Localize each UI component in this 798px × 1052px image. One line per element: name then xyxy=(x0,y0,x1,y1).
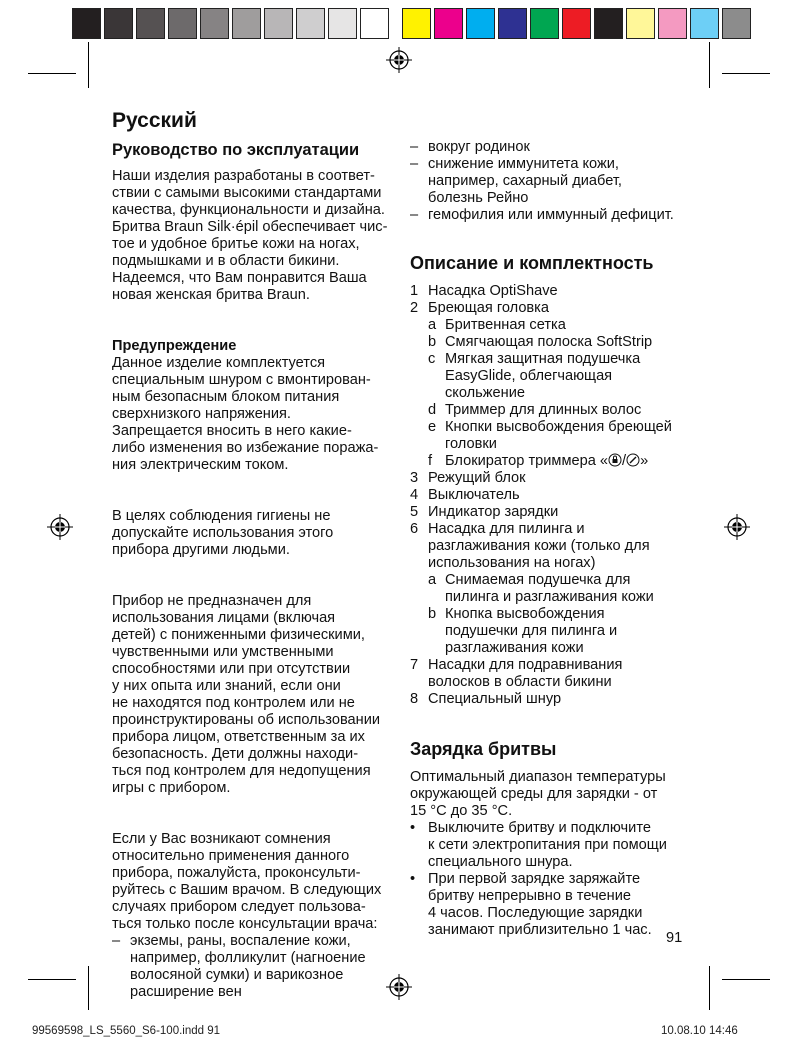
description-subitem xyxy=(410,334,700,351)
text-line: относительно применения данного xyxy=(112,848,350,864)
text-line: использования на ногах) xyxy=(428,555,596,571)
left-column xyxy=(112,140,392,1001)
color-swatch xyxy=(264,8,293,39)
text-line: При первой зарядке заряжайте xyxy=(428,871,641,887)
text-line: способностями или при отсутствии xyxy=(112,661,351,677)
color-swatch xyxy=(136,8,165,39)
text-line: ться только после консультации врача: xyxy=(112,916,378,932)
text-line: Насадка OptiShave xyxy=(428,283,558,299)
crop-mark xyxy=(709,966,710,1010)
color-swatch xyxy=(402,8,431,39)
item-letter: d xyxy=(428,402,437,418)
color-swatch xyxy=(200,8,229,39)
text-line: волосков в области бикини xyxy=(428,674,612,690)
color-swatch xyxy=(296,8,325,39)
text-line: 15 °C до 35 °C. xyxy=(410,803,513,819)
text-line: окружающей среды для зарядки - от xyxy=(410,786,658,802)
text-line xyxy=(445,453,700,470)
text-line: качества, функциональности и дизайна. xyxy=(112,202,385,218)
dash-item xyxy=(410,139,700,156)
crop-mark xyxy=(722,73,770,74)
bullet-item xyxy=(410,871,700,939)
trimmer-lock-icon xyxy=(608,453,622,467)
description-subitem xyxy=(410,453,700,470)
text-line: Прибор не предназначен для xyxy=(112,593,312,609)
text-line: специального шнура. xyxy=(428,854,573,870)
color-swatch xyxy=(594,8,623,39)
description-subitem xyxy=(410,402,700,419)
text-line: Триммер для длинных волос xyxy=(445,402,642,418)
text-line: например, сахарный диабет, xyxy=(428,173,622,189)
text-fragment: » xyxy=(640,453,649,469)
color-swatch xyxy=(562,8,591,39)
text-line: прибора, пожалуйста, проконсульти- xyxy=(112,865,361,881)
item-number: 4 xyxy=(410,487,419,503)
item-letter: c xyxy=(428,351,436,367)
text-line: подмышками и в области бикини. xyxy=(112,253,340,269)
text-line: В целях соблюдения гигиены не xyxy=(112,508,331,524)
text-line: Насадка для пилинга и xyxy=(428,521,585,537)
text-line: детей) с пониженными физическими, xyxy=(112,627,365,643)
crop-mark xyxy=(88,966,89,1010)
text-line: Надеемся, что Вам понравится Ваша xyxy=(112,270,367,286)
text-line: Насадки для подравнивания xyxy=(428,657,623,673)
text-line: Бреющая головка xyxy=(428,300,550,316)
dash-item xyxy=(410,207,700,224)
item-number: 3 xyxy=(410,470,419,486)
text-line: Оптимальный диапазон температуры xyxy=(410,769,666,785)
list-marker: – xyxy=(410,156,419,172)
text-line: прибора лицом, ответственным за их xyxy=(112,729,365,745)
page-number: 91 xyxy=(666,930,683,946)
registration-mark-icon xyxy=(386,47,412,73)
list-marker: – xyxy=(112,933,121,949)
item-letter: f xyxy=(428,453,433,469)
persons-paragraph xyxy=(112,593,392,797)
color-swatch xyxy=(530,8,559,39)
item-letter: a xyxy=(428,572,437,588)
item-number: 6 xyxy=(410,521,419,537)
warning-paragraph xyxy=(112,355,392,474)
color-swatch xyxy=(658,8,687,39)
text-line: игры с прибором. xyxy=(112,780,231,796)
text-line: прибора другими людьми. xyxy=(112,542,290,558)
text-line: Снимаемая подушечка для xyxy=(445,572,631,588)
description-subitem xyxy=(410,572,700,606)
color-swatch xyxy=(72,8,101,39)
text-line: экземы, раны, воспаление кожи, xyxy=(130,933,351,949)
description-subitem xyxy=(410,351,700,402)
color-swatch xyxy=(690,8,719,39)
text-line: разглаживания кожи (только для xyxy=(428,538,650,554)
description-item xyxy=(410,691,700,708)
text-line: подушечки для пилинга и xyxy=(445,623,618,639)
text-fragment: Блокиратор триммера « xyxy=(445,453,609,469)
description-item xyxy=(410,300,700,317)
text-line: не находятся под контролем или не xyxy=(112,695,355,711)
text-line: сверхнизкого напряжения. xyxy=(112,406,291,422)
text-line: Бритва Braun Silk·épil обеспечивает чис- xyxy=(112,219,388,235)
description-item xyxy=(410,657,700,691)
text-line: бритву непрерывно в течение xyxy=(428,888,632,904)
footer-file: 99569598_LS_5560_S6-100.indd 91 xyxy=(32,1025,221,1037)
crop-mark xyxy=(28,979,76,980)
text-line: Запрещается вносить в него какие- xyxy=(112,423,352,439)
item-number: 8 xyxy=(410,691,419,707)
text-line: скольжение xyxy=(445,385,525,401)
description-subitem xyxy=(410,606,700,657)
item-number: 2 xyxy=(410,300,419,316)
charging-intro xyxy=(410,769,700,820)
text-line: Бритвенная сетка xyxy=(445,317,566,333)
text-line: ться под контролем для недопущения xyxy=(112,763,371,779)
text-line: к сети электропитания при помощи xyxy=(428,837,667,853)
text-line: разглаживания кожи xyxy=(445,640,584,656)
hygiene-paragraph xyxy=(112,508,392,559)
text-line: у них опыта или знаний, если они xyxy=(112,678,341,694)
text-line: руйтесь с Вашим врачом. В следующих xyxy=(112,882,382,898)
language-title: Русский xyxy=(112,109,197,132)
text-line: Специальный шнур xyxy=(428,691,562,707)
description-list xyxy=(410,283,700,708)
charging-steps xyxy=(410,820,700,939)
color-swatch xyxy=(104,8,133,39)
crop-mark xyxy=(722,979,770,980)
text-line: либо изменения во избежание поража- xyxy=(112,440,379,456)
text-line: Если у Вас возникают сомнения xyxy=(112,831,331,847)
bullet-item xyxy=(410,820,700,871)
text-line: например, фолликулит (нагноение xyxy=(130,950,366,966)
description-item xyxy=(410,283,700,300)
text-line: Наши изделия разработаны в соответ- xyxy=(112,168,375,184)
text-line: 4 часов. Последующие зарядки xyxy=(428,905,643,921)
text-line: специальным шнуром с вмонтирован- xyxy=(112,372,371,388)
dash-item xyxy=(112,933,392,1001)
description-item xyxy=(410,521,700,572)
crop-mark xyxy=(28,73,76,74)
text-line: тое и удобное бритье кожи на ногах, xyxy=(112,236,360,252)
crop-mark xyxy=(709,42,710,88)
text-line: ным безопасным блоком питания xyxy=(112,389,340,405)
color-swatch xyxy=(434,8,463,39)
list-marker: • xyxy=(410,871,416,887)
description-subitem xyxy=(410,419,700,453)
text-line: EasyGlide, облегчающая xyxy=(445,368,613,384)
registration-mark-icon xyxy=(47,514,73,540)
text-line: снижение иммунитета кожи, xyxy=(428,156,619,172)
contraindication-list-cont xyxy=(410,139,700,224)
text-line: Индикатор зарядки xyxy=(428,504,559,520)
color-swatch xyxy=(466,8,495,39)
text-line: вокруг родинок xyxy=(428,139,530,155)
instructions-heading: Руководство по эксплуатации xyxy=(112,141,360,159)
item-number: 1 xyxy=(410,283,419,299)
right-column xyxy=(410,139,700,939)
text-line: безопасность. Дети должны находи- xyxy=(112,746,359,762)
intro-paragraph xyxy=(112,168,392,304)
list-marker: • xyxy=(410,820,416,836)
list-marker: – xyxy=(410,207,419,223)
color-bar xyxy=(402,8,751,39)
item-number: 7 xyxy=(410,657,419,673)
text-line: Мягкая защитная подушечка xyxy=(445,351,641,367)
description-subitem xyxy=(410,317,700,334)
text-fragment: / xyxy=(622,453,627,469)
color-swatch xyxy=(360,8,389,39)
color-swatch xyxy=(328,8,357,39)
text-line: проинструктированы об использовании xyxy=(112,712,381,728)
text-line: ния электрическим током. xyxy=(112,457,289,473)
gray-color-bar xyxy=(72,8,389,39)
text-line: новая женская бритва Braun. xyxy=(112,287,310,303)
text-line: волосяной сумки) и варикозное xyxy=(130,967,344,983)
text-line: чувственными или умственными xyxy=(112,644,334,660)
color-swatch xyxy=(722,8,751,39)
item-letter: b xyxy=(428,334,437,350)
text-line: гемофилия или иммунный дефицит. xyxy=(428,207,674,223)
text-line: случаях прибором следует пользова- xyxy=(112,899,366,915)
description-item xyxy=(410,504,700,521)
text-line: Кнопка высвобождения xyxy=(445,606,605,622)
text-line: пилинга и разглаживания кожи xyxy=(445,589,654,605)
color-swatch xyxy=(232,8,261,39)
crop-mark xyxy=(88,42,89,88)
description-item xyxy=(410,487,700,504)
text-line: допускайте использования этого xyxy=(112,525,334,541)
contraindication-list xyxy=(112,933,392,1001)
text-line: болезнь Рейно xyxy=(428,190,529,206)
item-number: 5 xyxy=(410,504,419,520)
warning-title: Предупреждение xyxy=(112,338,237,354)
color-swatch xyxy=(626,8,655,39)
item-letter: b xyxy=(428,606,437,622)
item-letter: a xyxy=(428,317,437,333)
text-line: использования лицами (включая xyxy=(112,610,336,626)
charging-heading: Зарядка бритвы xyxy=(410,739,557,759)
text-line: Кнопки высвобождения бреющей xyxy=(445,419,672,435)
footer-date: 10.08.10 14:46 xyxy=(661,1025,738,1037)
doubts-paragraph xyxy=(112,831,392,933)
text-line: Выключатель xyxy=(428,487,520,503)
item-letter: e xyxy=(428,419,437,435)
text-line: занимают приблизительно 1 час. xyxy=(428,922,652,938)
dash-item xyxy=(410,156,700,207)
trimmer-icon xyxy=(626,453,640,467)
text-line: ствии с самыми высокими стандартами xyxy=(112,185,382,201)
text-line: Смягчающая полоска SoftStrip xyxy=(445,334,653,350)
color-swatch xyxy=(168,8,197,39)
description-item xyxy=(410,470,700,487)
text-line: Выключите бритву и подключите xyxy=(428,820,651,836)
color-swatch xyxy=(498,8,527,39)
registration-mark-icon xyxy=(724,514,750,540)
list-marker: – xyxy=(410,139,419,155)
text-line: Данное изделие комплектуется xyxy=(112,355,326,371)
text-line: Режущий блок xyxy=(428,470,526,486)
text-line: расширение вен xyxy=(130,984,242,1000)
description-heading: Описание и комплектность xyxy=(410,253,654,273)
text-line: головки xyxy=(445,436,497,452)
